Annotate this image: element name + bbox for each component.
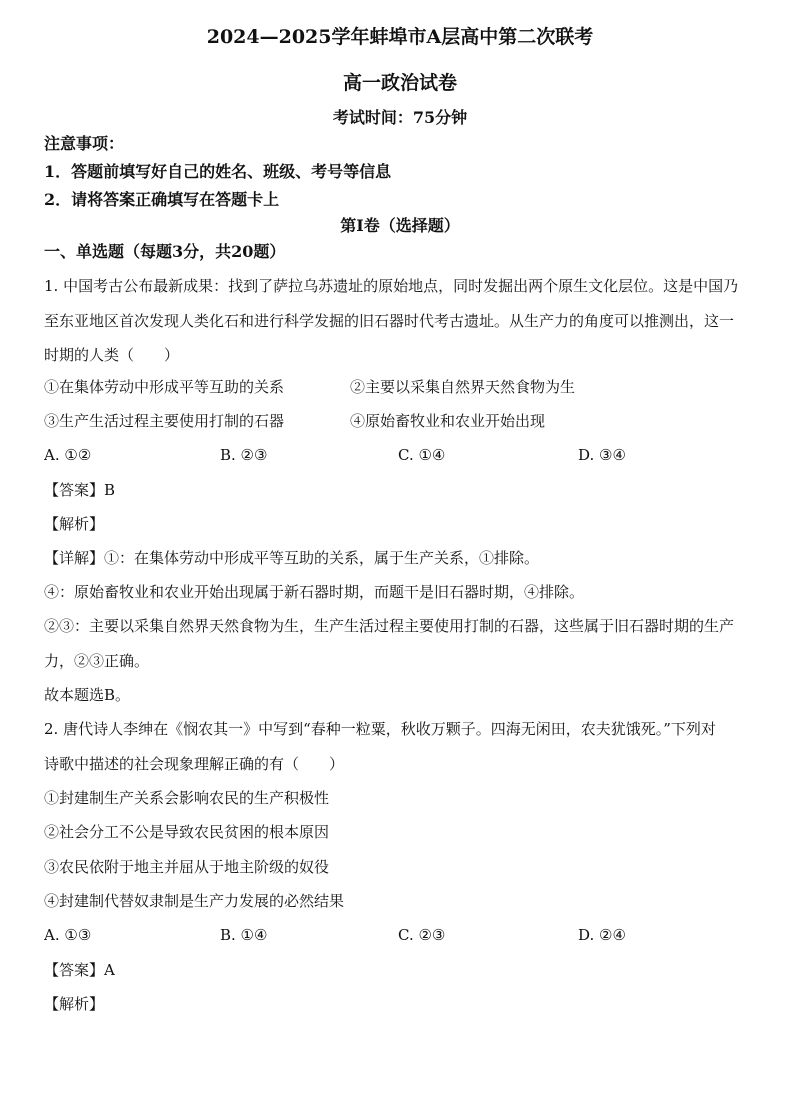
q1-conclusion: 故本题选B。 [44, 686, 131, 704]
q1-answer: 【答案】B [44, 481, 116, 499]
q2-option-b: B. ①④ [220, 926, 268, 944]
q1-option-b: B. ②③ [220, 446, 268, 464]
notes-heading: 注意事项： [44, 134, 125, 153]
exam-time: 考试时间：75分钟 [332, 108, 468, 127]
q2-stem-line-2: 诗歌中描述的社会现象理解正确的有（ ） [44, 755, 345, 773]
q2-option-c: C. ②③ [398, 926, 446, 944]
q2-option-d: D. ②④ [578, 926, 626, 944]
section-title: 第Ⅰ卷（选择题） [340, 216, 460, 235]
exam-subtitle: 高一政治试卷 [342, 72, 457, 94]
q2-statement-2: ②社会分工不公是导致农民贫困的根本原因 [44, 823, 330, 841]
q1-statement-2: ②主要以采集自然界天然食物为生 [350, 378, 576, 396]
q1-option-a: A. ①② [44, 446, 92, 464]
q2-statement-3: ③农民依附于地主并屈从于地主阶级的奴役 [44, 858, 330, 876]
q1-statement-4: ④原始畜牧业和农业开始出现 [350, 412, 546, 430]
exam-title: 2024—2025学年蚌埠市A层高中第二次联考 [206, 26, 594, 48]
q1-option-d: D. ③④ [578, 446, 626, 464]
q2-statement-1: ①封建制生产关系会影响农民的生产积极性 [44, 789, 330, 807]
q1-statement-3: ③生产生活过程主要使用打制的石器 [44, 412, 285, 430]
q1-detail-3: ②③：主要以采集自然界天然食物为生，生产生活过程主要使用打制的石器，这些属于旧石器时期的生产 [44, 617, 735, 635]
q1-statement-1: ①在集体劳动中形成平等互助的关系 [44, 378, 285, 396]
q2-option-a: A. ①③ [44, 926, 92, 944]
q2-statement-4: ④封建制代替奴隶制是生产力发展的必然结果 [44, 892, 345, 910]
q1-detail-2: ④：原始畜牧业和农业开始出现属于新石器时期，而题干是旧石器时期，④排除。 [44, 583, 585, 601]
q1-stem-line-1: 1. 中国考古公布最新成果：找到了萨拉乌苏遗址的原始地点，同时发掘出两个原生文化层位。这是中国乃 [44, 277, 739, 295]
q1-stem-line-3: 时期的人类（ ） [44, 346, 180, 364]
q1-stem-line-2: 至东亚地区首次发现人类化石和进行科学发掘的旧石器时代考古遗址。从生产力的角度可以推测出，这一 [44, 312, 735, 330]
q1-detail-1: 【详解】①：在集体劳动中形成平等互助的关系，属于生产关系，①排除。 [44, 549, 540, 567]
q2-answer: 【答案】A [44, 961, 115, 979]
q2-analysis-label: 【解析】 [44, 995, 105, 1013]
note-item-2: 2．请将答案正确填写在答题卡上 [44, 190, 280, 209]
q1-analysis-label: 【解析】 [44, 515, 105, 533]
note-item-1: 1．答题前填写好自己的姓名、班级、考号等信息 [44, 162, 392, 181]
q2-stem-line-1: 2. 唐代诗人李绅在《悯农其一》中写到“春种一粒粟，秋收万颗子。四海无闲田，农夫犹饿死。”下列对 [44, 720, 716, 738]
q1-detail-4: 力，②③正确。 [44, 652, 150, 670]
part-heading: 一、单选题（每题3分，共20题） [44, 242, 286, 261]
q1-option-c: C. ①④ [398, 446, 446, 464]
